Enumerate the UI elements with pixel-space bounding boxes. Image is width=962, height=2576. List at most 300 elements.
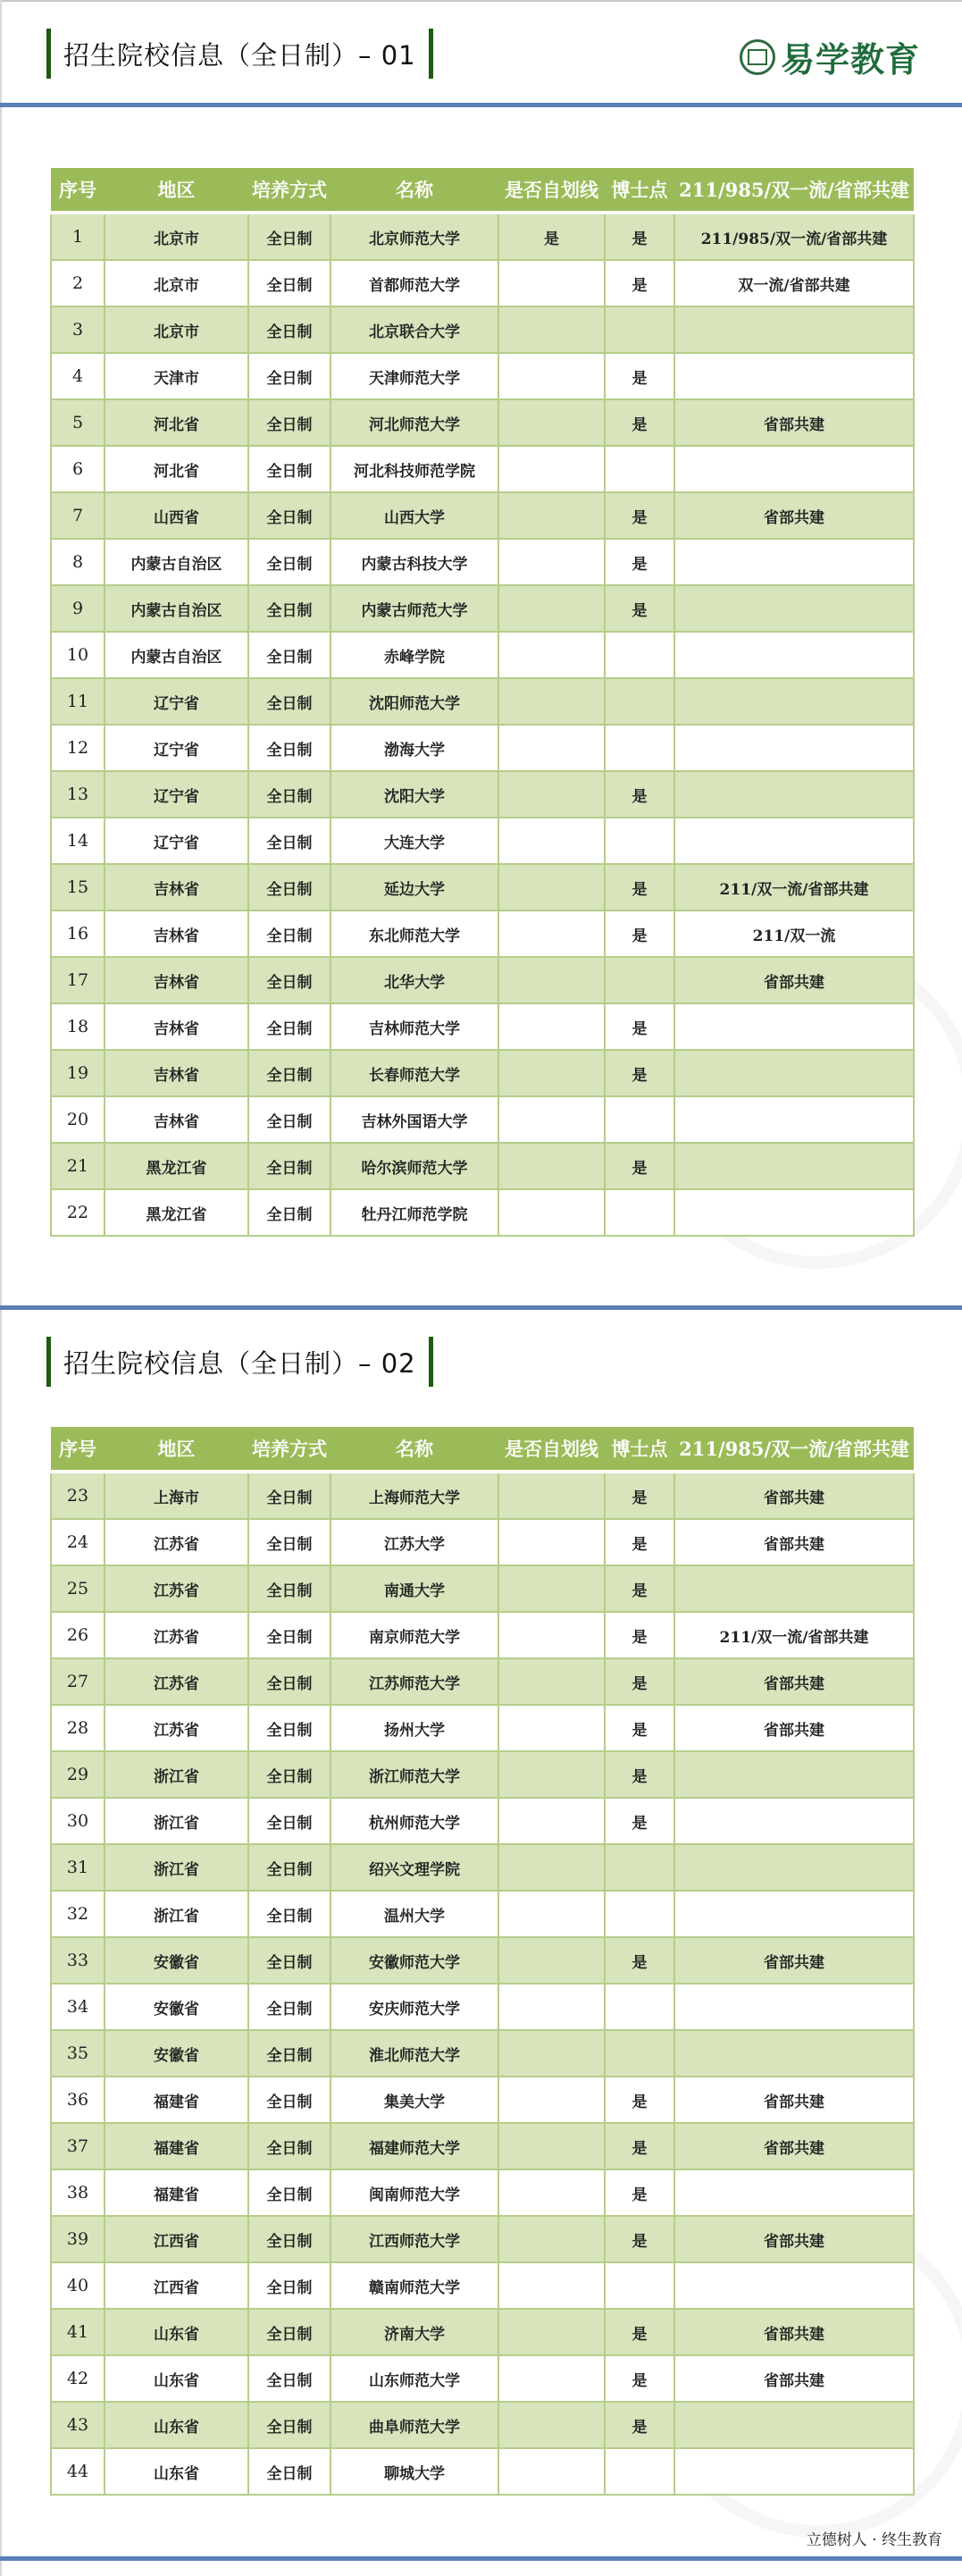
cell-school-name: 大连大学 <box>330 818 498 864</box>
table-row <box>51 725 914 771</box>
cell-project-tags <box>674 818 914 864</box>
cell-project-tags <box>674 353 914 399</box>
cell-region: 黑龙江省 <box>105 1143 248 1189</box>
cell-doctoral-program <box>605 1096 674 1143</box>
cell-doctoral-program <box>605 1189 674 1236</box>
cell-self-set-line <box>498 678 605 725</box>
column-header-index: 序号 <box>51 168 105 213</box>
cell-study-mode: 全日制 <box>248 1937 330 1984</box>
cell-index: 22 <box>51 1189 105 1236</box>
cell-project-tags: 省部共建 <box>674 1937 914 1984</box>
cell-index: 43 <box>51 2402 105 2448</box>
logo-text: 易学教育 <box>781 40 921 80</box>
cell-project-tags <box>674 446 914 492</box>
cell-school-name: 河北科技师范学院 <box>330 446 498 492</box>
cell-region: 江苏省 <box>105 1565 248 1612</box>
cell-self-set-line <box>498 492 605 539</box>
cell-project-tags <box>674 1003 914 1050</box>
cell-doctoral-program: 是 <box>605 2309 674 2355</box>
cell-region: 吉林省 <box>105 910 248 957</box>
cell-project-tags <box>674 1984 914 2030</box>
cell-school-name: 曲阜师范大学 <box>330 2402 498 2448</box>
cell-doctoral-program: 是 <box>605 1143 674 1189</box>
cell-project-tags: 省部共建 <box>674 1472 914 1519</box>
cell-region: 福建省 <box>105 2169 248 2216</box>
cell-region: 浙江省 <box>105 1891 248 1937</box>
cell-doctoral-program: 是 <box>605 1565 674 1612</box>
table-row <box>51 1003 914 1050</box>
cell-school-name: 山东师范大学 <box>330 2355 498 2402</box>
cell-study-mode: 全日制 <box>248 910 330 957</box>
cell-self-set-line <box>498 2355 605 2402</box>
cell-doctoral-program: 是 <box>605 1519 674 1565</box>
cell-project-tags <box>674 1798 914 1844</box>
column-header-index: 序号 <box>51 1427 105 1472</box>
cell-self-set-line: 是 <box>498 213 605 260</box>
cell-study-mode: 全日制 <box>248 1612 330 1658</box>
cell-project-tags <box>674 1189 914 1236</box>
column-header-study-mode: 培养方式 <box>248 168 330 213</box>
table-row <box>51 306 914 353</box>
cell-region: 浙江省 <box>105 1751 248 1798</box>
cell-school-name: 杭州师范大学 <box>330 1798 498 1844</box>
cell-self-set-line <box>498 446 605 492</box>
cell-school-name: 首都师范大学 <box>330 260 498 306</box>
cell-index: 6 <box>51 446 105 492</box>
cell-self-set-line <box>498 1143 605 1189</box>
cell-school-name: 赤峰学院 <box>330 632 498 678</box>
cell-doctoral-program: 是 <box>605 492 674 539</box>
cell-school-name: 吉林师范大学 <box>330 1003 498 1050</box>
cell-region: 内蒙古自治区 <box>105 585 248 632</box>
table-row <box>51 213 914 260</box>
table-row <box>51 818 914 864</box>
cell-self-set-line <box>498 2309 605 2355</box>
cell-self-set-line <box>498 2169 605 2216</box>
cell-index: 12 <box>51 725 105 771</box>
cell-project-tags: 省部共建 <box>674 399 914 446</box>
cell-project-tags <box>674 585 914 632</box>
cell-self-set-line <box>498 1751 605 1798</box>
table-row <box>51 632 914 678</box>
cell-index: 13 <box>51 771 105 818</box>
table-row <box>51 910 914 957</box>
cell-region: 北京市 <box>105 213 248 260</box>
cell-school-name: 南通大学 <box>330 1565 498 1612</box>
cell-study-mode: 全日制 <box>248 1891 330 1937</box>
cell-self-set-line <box>498 353 605 399</box>
cell-school-name: 天津师范大学 <box>330 353 498 399</box>
cell-study-mode: 全日制 <box>248 353 330 399</box>
table-row <box>51 1189 914 1236</box>
cell-project-tags <box>674 2402 914 2448</box>
cell-doctoral-program: 是 <box>605 2216 674 2262</box>
table-row <box>51 2355 914 2402</box>
cell-index: 8 <box>51 539 105 585</box>
table-row <box>51 2448 914 2495</box>
cell-project-tags <box>674 1844 914 1891</box>
cell-doctoral-program: 是 <box>605 1937 674 1984</box>
cell-project-tags <box>674 2030 914 2077</box>
table-row <box>51 1612 914 1658</box>
cell-school-name: 浙江师范大学 <box>330 1751 498 1798</box>
cell-doctoral-program <box>605 725 674 771</box>
cell-school-name: 江西师范大学 <box>330 2216 498 2262</box>
cell-study-mode: 全日制 <box>248 539 330 585</box>
cell-school-name: 沈阳师范大学 <box>330 678 498 725</box>
table-header-row <box>51 168 914 213</box>
schools-table-2 <box>50 1427 915 2496</box>
cell-project-tags <box>674 1143 914 1189</box>
column-header-region: 地区 <box>105 1427 248 1472</box>
cell-doctoral-program <box>605 2262 674 2309</box>
cell-region: 吉林省 <box>105 864 248 910</box>
cell-study-mode: 全日制 <box>248 2216 330 2262</box>
cell-project-tags: 211/双一流/省部共建 <box>674 1612 914 1658</box>
table-row <box>51 678 914 725</box>
column-header-doctoral-program: 博士点 <box>605 168 674 213</box>
cell-index: 28 <box>51 1705 105 1751</box>
cell-self-set-line <box>498 818 605 864</box>
cell-doctoral-program: 是 <box>605 1798 674 1844</box>
cell-doctoral-program <box>605 1984 674 2030</box>
cell-region: 福建省 <box>105 2077 248 2123</box>
cell-index: 18 <box>51 1003 105 1050</box>
cell-index: 42 <box>51 2355 105 2402</box>
cell-index: 11 <box>51 678 105 725</box>
cell-study-mode: 全日制 <box>248 1003 330 1050</box>
cell-region: 内蒙古自治区 <box>105 539 248 585</box>
cell-doctoral-program: 是 <box>605 1472 674 1519</box>
table-row <box>51 353 914 399</box>
cell-index: 2 <box>51 260 105 306</box>
cell-study-mode: 全日制 <box>248 678 330 725</box>
section-title-text: 招生院校信息（全日制）– 02 <box>63 1347 416 1379</box>
cell-doctoral-program <box>605 818 674 864</box>
cell-study-mode: 全日制 <box>248 632 330 678</box>
cell-school-name: 赣南师范大学 <box>330 2262 498 2309</box>
cell-school-name: 江苏大学 <box>330 1519 498 1565</box>
cell-school-name: 闽南师范大学 <box>330 2169 498 2216</box>
cell-school-name: 北华大学 <box>330 957 498 1003</box>
cell-study-mode: 全日制 <box>248 2123 330 2169</box>
cell-school-name: 福建师范大学 <box>330 2123 498 2169</box>
cell-index: 10 <box>51 632 105 678</box>
cell-study-mode: 全日制 <box>248 492 330 539</box>
cell-study-mode: 全日制 <box>248 1472 330 1519</box>
cell-self-set-line <box>498 2077 605 2123</box>
cell-doctoral-program <box>605 306 674 353</box>
cell-doctoral-program: 是 <box>605 2355 674 2402</box>
cell-project-tags <box>674 1050 914 1096</box>
cell-doctoral-program: 是 <box>605 1751 674 1798</box>
cell-self-set-line <box>498 1565 605 1612</box>
cell-index: 23 <box>51 1472 105 1519</box>
cell-study-mode: 全日制 <box>248 2030 330 2077</box>
table-row <box>51 2262 914 2309</box>
divider-line <box>0 1305 962 1310</box>
cell-region: 辽宁省 <box>105 818 248 864</box>
cell-project-tags: 省部共建 <box>674 1519 914 1565</box>
cell-region: 辽宁省 <box>105 678 248 725</box>
cell-index: 40 <box>51 2262 105 2309</box>
cell-study-mode: 全日制 <box>248 585 330 632</box>
cell-index: 1 <box>51 213 105 260</box>
column-header-doctoral-program: 博士点 <box>605 1427 674 1472</box>
cell-school-name: 上海师范大学 <box>330 1472 498 1519</box>
cell-self-set-line <box>498 1050 605 1096</box>
table-row <box>51 539 914 585</box>
table-row <box>51 2216 914 2262</box>
cell-doctoral-program <box>605 1844 674 1891</box>
cell-project-tags: 省部共建 <box>674 2216 914 2262</box>
cell-self-set-line <box>498 1189 605 1236</box>
table-row <box>51 1565 914 1612</box>
cell-index: 30 <box>51 1798 105 1844</box>
cell-index: 9 <box>51 585 105 632</box>
cell-school-name: 安庆师范大学 <box>330 1984 498 2030</box>
cell-self-set-line <box>498 1472 605 1519</box>
cell-self-set-line <box>498 864 605 910</box>
cell-study-mode: 全日制 <box>248 864 330 910</box>
table-row <box>51 585 914 632</box>
cell-self-set-line <box>498 585 605 632</box>
cell-self-set-line <box>498 306 605 353</box>
cell-school-name: 安徽师范大学 <box>330 1937 498 1984</box>
cell-project-tags <box>674 306 914 353</box>
cell-project-tags: 省部共建 <box>674 492 914 539</box>
cell-self-set-line <box>498 1519 605 1565</box>
cell-project-tags <box>674 2262 914 2309</box>
cell-doctoral-program: 是 <box>605 213 674 260</box>
cell-study-mode: 全日制 <box>248 446 330 492</box>
column-header-self-set-line: 是否自划线 <box>498 1427 605 1472</box>
cell-self-set-line <box>498 2448 605 2495</box>
schools-table-1 <box>50 168 915 1237</box>
cell-doctoral-program: 是 <box>605 2077 674 2123</box>
cell-doctoral-program: 是 <box>605 2169 674 2216</box>
cell-project-tags <box>674 1751 914 1798</box>
section-title-text: 招生院校信息（全日制）– 01 <box>63 39 416 71</box>
cell-school-name: 南京师范大学 <box>330 1612 498 1658</box>
cell-self-set-line <box>498 2216 605 2262</box>
cell-study-mode: 全日制 <box>248 771 330 818</box>
cell-study-mode: 全日制 <box>248 1844 330 1891</box>
cell-self-set-line <box>498 1937 605 1984</box>
cell-study-mode: 全日制 <box>248 399 330 446</box>
cell-project-tags <box>674 632 914 678</box>
cell-project-tags: 省部共建 <box>674 2355 914 2402</box>
cell-study-mode: 全日制 <box>248 957 330 1003</box>
table-row <box>51 864 914 910</box>
column-header-project-tags: 211/985/双一流/省部共建 <box>674 1427 914 1472</box>
cell-project-tags <box>674 1891 914 1937</box>
table-row <box>51 1984 914 2030</box>
cell-project-tags <box>674 678 914 725</box>
cell-region: 安徽省 <box>105 2030 248 2077</box>
cell-study-mode: 全日制 <box>248 2448 330 2495</box>
table-row <box>51 1472 914 1519</box>
cell-self-set-line <box>498 1705 605 1751</box>
cell-project-tags: 211/双一流 <box>674 910 914 957</box>
cell-study-mode: 全日制 <box>248 260 330 306</box>
cell-region: 山西省 <box>105 492 248 539</box>
cell-project-tags: 省部共建 <box>674 957 914 1003</box>
cell-project-tags: 省部共建 <box>674 2123 914 2169</box>
cell-school-name: 吉林外国语大学 <box>330 1096 498 1143</box>
cell-study-mode: 全日制 <box>248 1519 330 1565</box>
cell-doctoral-program: 是 <box>605 260 674 306</box>
cell-school-name: 山西大学 <box>330 492 498 539</box>
cell-doctoral-program <box>605 2448 674 2495</box>
cell-project-tags: 省部共建 <box>674 1658 914 1705</box>
brand-logo <box>740 32 920 81</box>
left-border <box>0 0 2 2576</box>
cell-self-set-line <box>498 539 605 585</box>
cell-index: 24 <box>51 1519 105 1565</box>
cell-project-tags: 省部共建 <box>674 2309 914 2355</box>
cell-region: 江西省 <box>105 2262 248 2309</box>
table-row <box>51 771 914 818</box>
cell-doctoral-program <box>605 1891 674 1937</box>
cell-index: 37 <box>51 2123 105 2169</box>
cell-self-set-line <box>498 771 605 818</box>
cell-self-set-line <box>498 260 605 306</box>
cell-project-tags <box>674 725 914 771</box>
cell-region: 江苏省 <box>105 1658 248 1705</box>
cell-self-set-line <box>498 1658 605 1705</box>
cell-self-set-line <box>498 2030 605 2077</box>
table-row <box>51 2077 914 2123</box>
cell-region: 山东省 <box>105 2309 248 2355</box>
cell-study-mode: 全日制 <box>248 213 330 260</box>
cell-school-name: 江苏师范大学 <box>330 1658 498 1705</box>
cell-self-set-line <box>498 1798 605 1844</box>
cell-index: 20 <box>51 1096 105 1143</box>
cell-study-mode: 全日制 <box>248 1751 330 1798</box>
table-row <box>51 492 914 539</box>
cell-study-mode: 全日制 <box>248 1705 330 1751</box>
cell-study-mode: 全日制 <box>248 2077 330 2123</box>
cell-index: 25 <box>51 1565 105 1612</box>
cell-index: 15 <box>51 864 105 910</box>
table-row <box>51 1705 914 1751</box>
cell-region: 安徽省 <box>105 1984 248 2030</box>
cell-region: 江苏省 <box>105 1519 248 1565</box>
cell-school-name: 内蒙古师范大学 <box>330 585 498 632</box>
cell-project-tags <box>674 1096 914 1143</box>
table-row <box>51 446 914 492</box>
top-border <box>0 0 962 2</box>
cell-school-name: 北京联合大学 <box>330 306 498 353</box>
table-row <box>51 1143 914 1189</box>
table-row <box>51 2402 914 2448</box>
cell-project-tags: 211/985/双一流/省部共建 <box>674 213 914 260</box>
cell-study-mode: 全日制 <box>248 1984 330 2030</box>
cell-doctoral-program: 是 <box>605 771 674 818</box>
cell-index: 16 <box>51 910 105 957</box>
section-title-1 <box>46 29 433 79</box>
cell-index: 19 <box>51 1050 105 1096</box>
cell-study-mode: 全日制 <box>248 2262 330 2309</box>
column-header-region: 地区 <box>105 168 248 213</box>
cell-school-name: 延边大学 <box>330 864 498 910</box>
cell-doctoral-program: 是 <box>605 2402 674 2448</box>
cell-study-mode: 全日制 <box>248 1189 330 1236</box>
cell-self-set-line <box>498 957 605 1003</box>
cell-self-set-line <box>498 2123 605 2169</box>
cell-school-name: 聊城大学 <box>330 2448 498 2495</box>
cell-study-mode: 全日制 <box>248 1798 330 1844</box>
table-row <box>51 2030 914 2077</box>
cell-doctoral-program: 是 <box>605 399 674 446</box>
cell-school-name: 淮北师范大学 <box>330 2030 498 2077</box>
cell-index: 29 <box>51 1751 105 1798</box>
table-row <box>51 1937 914 1984</box>
cell-region: 安徽省 <box>105 1937 248 1984</box>
cell-doctoral-program: 是 <box>605 353 674 399</box>
table-row <box>51 1751 914 1798</box>
cell-school-name: 绍兴文理学院 <box>330 1844 498 1891</box>
cell-study-mode: 全日制 <box>248 2169 330 2216</box>
cell-index: 39 <box>51 2216 105 2262</box>
cell-region: 辽宁省 <box>105 771 248 818</box>
cell-school-name: 哈尔滨师范大学 <box>330 1143 498 1189</box>
cell-study-mode: 全日制 <box>248 1050 330 1096</box>
cell-school-name: 集美大学 <box>330 2077 498 2123</box>
cell-index: 27 <box>51 1658 105 1705</box>
table-row <box>51 1844 914 1891</box>
cell-self-set-line <box>498 725 605 771</box>
cell-study-mode: 全日制 <box>248 2355 330 2402</box>
cell-region: 江苏省 <box>105 1612 248 1658</box>
cell-index: 35 <box>51 2030 105 2077</box>
table-row <box>51 1798 914 1844</box>
logo-seal-icon <box>740 39 775 75</box>
table-row <box>51 2169 914 2216</box>
cell-school-name: 东北师范大学 <box>330 910 498 957</box>
table-row <box>51 260 914 306</box>
cell-doctoral-program: 是 <box>605 585 674 632</box>
cell-doctoral-program: 是 <box>605 2123 674 2169</box>
cell-project-tags <box>674 2169 914 2216</box>
table-row <box>51 1519 914 1565</box>
cell-index: 41 <box>51 2309 105 2355</box>
table-header-row <box>51 1427 914 1472</box>
cell-index: 44 <box>51 2448 105 2495</box>
cell-self-set-line <box>498 910 605 957</box>
cell-index: 34 <box>51 1984 105 2030</box>
cell-region: 山东省 <box>105 2448 248 2495</box>
cell-index: 4 <box>51 353 105 399</box>
cell-region: 河北省 <box>105 399 248 446</box>
cell-school-name: 长春师范大学 <box>330 1050 498 1096</box>
table-row <box>51 2123 914 2169</box>
cell-school-name: 沈阳大学 <box>330 771 498 818</box>
cell-doctoral-program: 是 <box>605 910 674 957</box>
cell-project-tags <box>674 2448 914 2495</box>
cell-study-mode: 全日制 <box>248 1658 330 1705</box>
cell-school-name: 渤海大学 <box>330 725 498 771</box>
cell-self-set-line <box>498 1891 605 1937</box>
divider-line <box>0 2556 962 2561</box>
cell-region: 浙江省 <box>105 1798 248 1844</box>
cell-doctoral-program: 是 <box>605 1658 674 1705</box>
cell-region: 天津市 <box>105 353 248 399</box>
cell-self-set-line <box>498 1612 605 1658</box>
column-header-study-mode: 培养方式 <box>248 1427 330 1472</box>
cell-doctoral-program <box>605 678 674 725</box>
